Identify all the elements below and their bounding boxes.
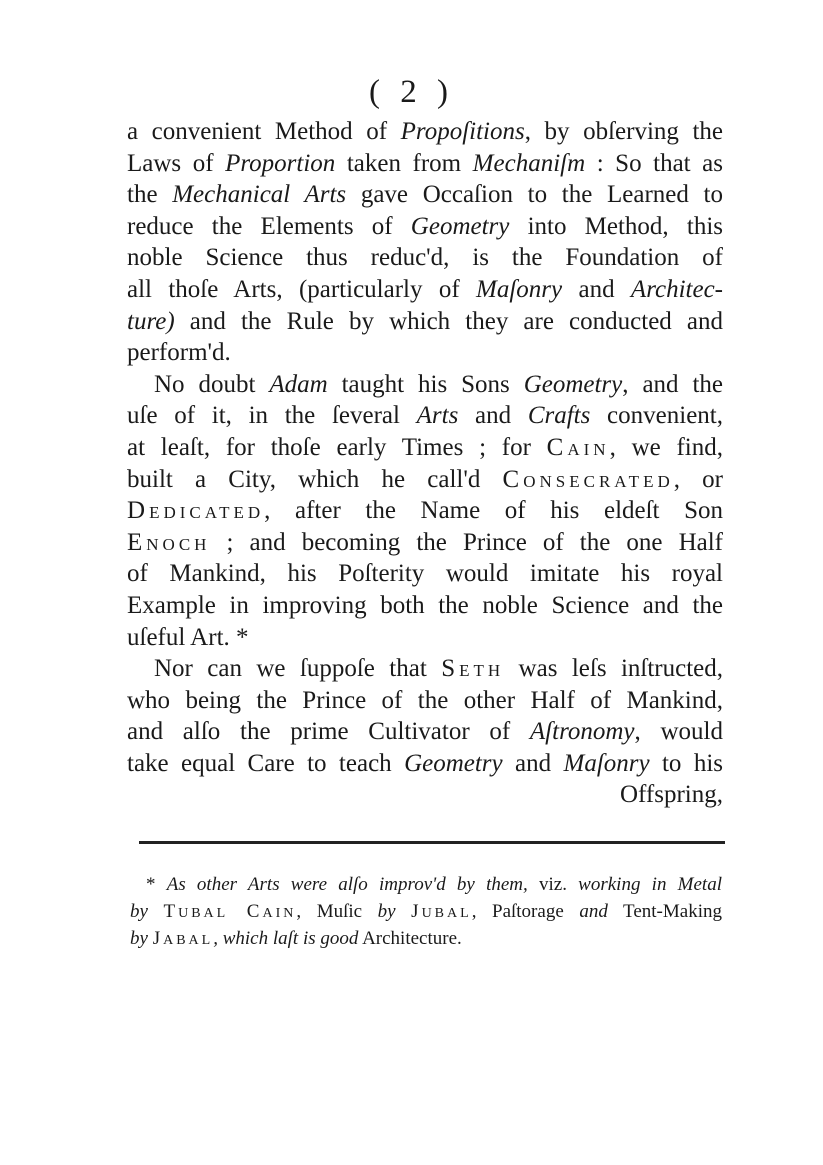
small-caps-name: TUBAL [163, 901, 229, 922]
text-line: ture) and the Rule by which they are conducted and [127, 307, 723, 335]
text-line: take equal Care to teach Geometry and Maſonry to his [127, 749, 723, 777]
footnote-line: * As other Arts were alſo improv'd by them, viz. working in Metal [146, 874, 722, 895]
footnote-line: by JABAL, which laſt is good Architecture. [130, 928, 462, 949]
small-caps-name: CONSECRATED [502, 465, 674, 493]
small-caps-name: DEDICATED [127, 497, 265, 525]
footnote [130, 871, 722, 952]
small-caps-name: JUBAL [411, 901, 472, 922]
text-line: the Mechanical Arts gave Occaſion to the Learned to [127, 181, 724, 209]
text-line: built a City, which he call'd CONSECRATED, or [127, 465, 723, 493]
text-line: noble Science thus reduc'd, is the Foundation of [127, 244, 723, 272]
text-line: ENOCH ; and becoming the Prince of the one Half [127, 528, 723, 556]
small-caps-name: CAIN [228, 901, 297, 922]
small-caps-name: JABAL [152, 928, 214, 949]
main-text [127, 116, 723, 811]
text-line: at leaſt, for thoſe early Times ; for CAIN, we find, [127, 433, 723, 461]
text-line: who being the Prince of the other Half of Mankind, [127, 686, 723, 714]
footnote-line: by TUBAL CAIN, Muſic by JUBAL, Paſtorage and Tent-Making [130, 901, 722, 922]
text-line: Nor can we ſuppoſe that SETH was leſs inſtructed, [154, 655, 723, 683]
text-line: uſeful Art. * [127, 623, 249, 651]
text-line: uſe of it, in the ſeveral Arts and Crafts convenient, [127, 402, 723, 430]
small-caps-name: CAIN [546, 433, 610, 461]
text-line: No doubt Adam taught his Sons Geometry, and the [154, 370, 724, 398]
text-line: DEDICATED, after the Name of his eldeſt Son [127, 497, 723, 525]
small-caps-name: ENOCH [127, 528, 211, 556]
text-line: reduce the Elements of Geometry into Method, this [127, 212, 723, 240]
text-line: a convenient Method of Propoſitions, by obſerving the [127, 118, 724, 145]
catchword: Offspring, [619, 781, 723, 809]
text-line: and alſo the prime Cultivator of Aſtronomy, would [127, 718, 723, 746]
text-line: all thoſe Arts, (particularly of Maſonry and Architec- [127, 275, 723, 303]
small-caps-name: SETH [441, 655, 505, 683]
text-line: of Mankind, his Poſterity would imitate his royal [127, 560, 723, 588]
text-line: Example in improving both the noble Science and the [127, 591, 723, 619]
page-number: ( 2 ) [369, 74, 454, 110]
text-line: Laws of Proportion taken from Mechaniſm : So that as [127, 149, 723, 177]
footnote-rule [139, 841, 725, 844]
text-line: perform'd. [127, 339, 231, 367]
